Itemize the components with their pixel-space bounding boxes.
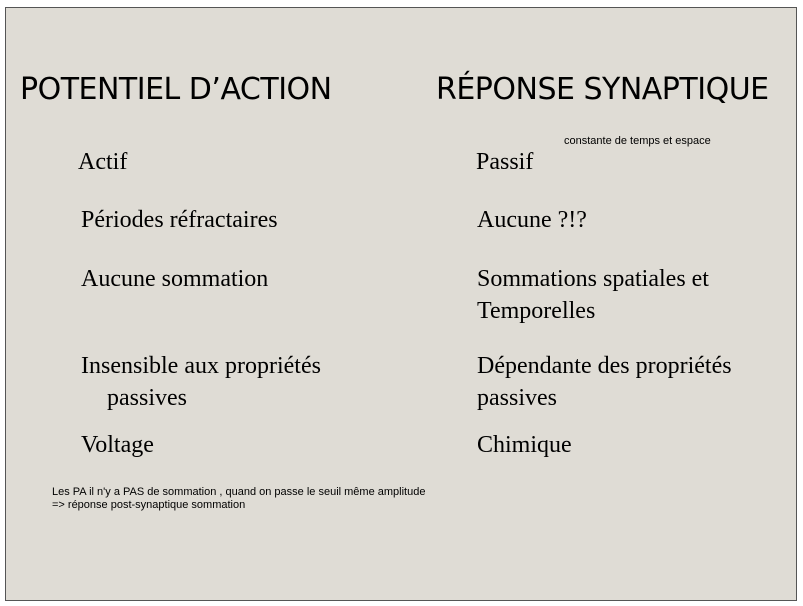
left-item-voltage: Voltage (81, 432, 154, 458)
right-item-sommations-line2: Temporelles (477, 298, 596, 324)
left-item-insensible (81, 350, 321, 414)
passif-note: constante de temps et espace (564, 135, 711, 147)
right-item-dependante-line1: Dépendante des propriétés (477, 353, 732, 379)
right-item-dependante-line2: passives (477, 385, 557, 411)
bottom-note-line2: => réponse post-synaptique sommation (52, 499, 246, 511)
left-item-sommation: Aucune sommation (81, 266, 269, 292)
left-item-actif: Actif (78, 149, 128, 175)
left-item-periodes: Périodes réfractaires (81, 207, 278, 233)
right-item-aucune: Aucune ?!? (477, 207, 587, 233)
left-item-insensible-line1: Insensible aux propriétés (81, 353, 321, 379)
left-item-insensible-line2: passives (107, 385, 187, 411)
heading-potentiel-action: POTENTIEL D’ACTION (20, 72, 332, 107)
right-item-chimique: Chimique (477, 432, 572, 458)
right-item-passif: Passif (476, 149, 534, 175)
bottom-note-line1: Les PA il n'y a PAS de sommation , quand on passe le seuil même amplitude (52, 486, 426, 498)
right-item-sommations (477, 263, 709, 327)
slide (5, 7, 797, 601)
right-item-sommations-line1: Sommations spatiales et (477, 266, 709, 292)
heading-reponse-synaptique: RÉPONSE SYNAPTIQUE (436, 72, 769, 107)
right-item-dependante (477, 350, 732, 414)
